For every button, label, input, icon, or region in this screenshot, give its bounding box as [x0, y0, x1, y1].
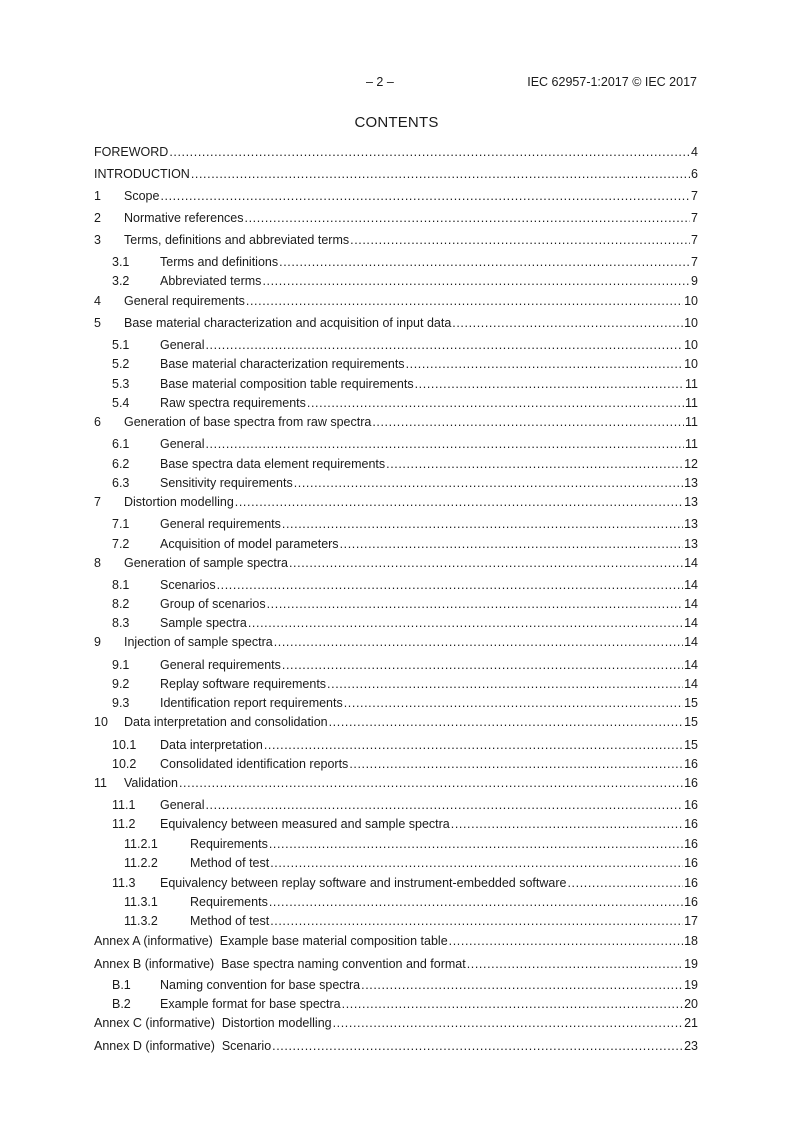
toc-entry[interactable] — [94, 874, 698, 892]
toc-entry-number: 8.3 — [112, 616, 130, 630]
toc-entry-title: Consolidated identification reports — [160, 757, 349, 771]
toc-entry-number: 6 — [94, 415, 101, 429]
toc-entry-title: Equivalency between measured and sample spectra — [160, 817, 450, 831]
toc-entry-page: 7 — [691, 189, 698, 203]
toc-entry-page: 7 — [691, 255, 698, 269]
toc-entry-title: Group of scenarios — [160, 597, 266, 611]
toc-entry[interactable] — [94, 815, 698, 833]
dot-leader — [340, 535, 684, 553]
page-number: – 2 – — [366, 75, 394, 89]
toc-entry-number: 10.2 — [112, 757, 137, 771]
toc-entry-number: 6.2 — [112, 457, 130, 471]
toc-entry-number: 11.3 — [112, 876, 136, 890]
toc-entry-title: General — [160, 338, 205, 352]
page-header — [0, 75, 793, 93]
toc-entry-page: 13 — [684, 517, 698, 531]
toc-entry-page: 16 — [684, 876, 698, 890]
toc-entry-number: B.2 — [112, 997, 131, 1011]
toc-entry-page: 12 — [684, 457, 698, 471]
toc-entry-number: 9.2 — [112, 677, 130, 691]
toc-entry[interactable] — [94, 375, 698, 393]
toc-entry-page: 14 — [684, 658, 698, 672]
toc-entry[interactable] — [94, 336, 698, 354]
toc-entry[interactable] — [94, 515, 698, 533]
dot-leader — [262, 272, 690, 290]
toc-entry-page: 16 — [684, 856, 698, 870]
toc-entry-number: 3.1 — [112, 255, 130, 269]
dot-leader — [361, 976, 683, 994]
toc-entry-title: Generation of base spectra from raw spectra — [124, 415, 372, 429]
dot-leader — [279, 253, 690, 271]
toc-entry-number: 11 — [94, 776, 107, 790]
toc-entry[interactable] — [94, 535, 698, 553]
toc-entry-number: 1 — [94, 189, 101, 203]
toc-entry-number: 11.1 — [112, 798, 136, 812]
toc-entry[interactable] — [94, 694, 698, 712]
toc-entry-page: 10 — [684, 338, 698, 352]
toc-entry-title: Base spectra data element requirements — [160, 457, 386, 471]
toc-entry[interactable] — [94, 835, 698, 853]
dot-leader — [327, 675, 683, 693]
toc-entry-page: 15 — [684, 715, 698, 729]
toc-entry[interactable] — [94, 413, 698, 431]
toc-entry-page: 21 — [684, 1016, 698, 1030]
toc-entry-title: Sensitivity requirements — [160, 476, 293, 490]
toc-entry-title: Base material characterization and acquisition of input data — [124, 316, 452, 330]
dot-leader — [282, 515, 683, 533]
toc-entry-number: 4 — [94, 294, 101, 308]
toc-entry-number: 3.2 — [112, 274, 130, 288]
toc-entry-number: 5.4 — [112, 396, 130, 410]
toc-entry[interactable] — [94, 314, 698, 332]
toc-entry-page: 20 — [684, 997, 698, 1011]
toc-entry-number: 7 — [94, 495, 101, 509]
toc-entry-title: Sample spectra — [160, 616, 247, 630]
toc-entry-number: 5.2 — [112, 357, 130, 371]
toc-entry-title: Requirements — [190, 837, 268, 851]
toc-entry[interactable] — [94, 493, 698, 511]
toc-entry-number: 11.3.1 — [124, 895, 158, 909]
toc-entry-page: 15 — [684, 738, 698, 752]
dot-leader — [274, 633, 683, 651]
toc-entry-page: 14 — [684, 616, 698, 630]
toc-entry-page: 13 — [684, 495, 698, 509]
toc-entry-page: 16 — [684, 837, 698, 851]
toc-entry-title: FOREWORD — [94, 145, 169, 159]
dot-leader — [329, 713, 683, 731]
toc-entry-page: 19 — [684, 957, 698, 971]
toc-entry-number: 5.3 — [112, 377, 130, 391]
toc-entry-page: 23 — [684, 1039, 698, 1053]
toc-entry-title: Scenarios — [160, 578, 216, 592]
toc-entry[interactable] — [94, 1014, 698, 1032]
toc-entry-page: 13 — [684, 476, 698, 490]
toc-entry-page: 10 — [684, 294, 698, 308]
dot-leader — [289, 554, 683, 572]
dot-leader — [270, 854, 683, 872]
toc-entry-page: 17 — [684, 914, 698, 928]
toc-entry[interactable] — [94, 435, 698, 453]
toc-entry[interactable] — [94, 272, 698, 290]
toc-entry-number: 6.3 — [112, 476, 130, 490]
toc-entry-page: 14 — [684, 677, 698, 691]
toc-entry[interactable] — [94, 893, 698, 911]
dot-leader — [349, 755, 683, 773]
toc-entry-title: Requirements — [190, 895, 268, 909]
dot-leader — [270, 912, 683, 930]
toc-entry-page: 11 — [685, 437, 698, 451]
toc-entry[interactable] — [94, 912, 698, 930]
toc-entry-title: Base material characterization requirements — [160, 357, 405, 371]
toc-entry[interactable] — [94, 774, 698, 792]
dot-leader — [267, 595, 683, 613]
toc-entry-page: 7 — [691, 211, 698, 225]
toc-entry-page: 14 — [684, 578, 698, 592]
toc-entry-title: Raw spectra requirements — [160, 396, 306, 410]
toc-entry-title: General — [160, 437, 205, 451]
toc-entry-title: Data interpretation and consolidation — [124, 715, 328, 729]
toc-entry-title: Data interpretation — [160, 738, 263, 752]
toc-entry[interactable] — [94, 976, 698, 994]
toc-entry-page: 11 — [685, 377, 698, 391]
toc-entry-title: INTRODUCTION — [94, 167, 190, 181]
dot-leader — [160, 187, 690, 205]
dot-leader — [567, 874, 683, 892]
toc-entry[interactable] — [94, 995, 698, 1013]
toc-entry[interactable] — [94, 955, 698, 973]
toc-entry[interactable] — [94, 854, 698, 872]
toc-entry-page: 11 — [685, 396, 698, 410]
toc-entry-page: 10 — [684, 357, 698, 371]
dot-leader — [282, 656, 683, 674]
toc-entry[interactable] — [94, 576, 698, 594]
toc-entry-number: 7.1 — [112, 517, 130, 531]
toc-entry-number: 5.1 — [112, 338, 130, 352]
toc-entry-title: Scope — [124, 189, 160, 203]
toc-entry[interactable] — [94, 455, 698, 473]
toc-entry-page: 6 — [691, 167, 698, 181]
toc-entry[interactable] — [94, 292, 698, 310]
toc-entry-title: Replay software requirements — [160, 677, 327, 691]
toc-entry-number: 10.1 — [112, 738, 137, 752]
toc-entry-title: Example format for base spectra — [160, 997, 341, 1011]
toc-entry-title: General — [160, 798, 205, 812]
copyright-notice: IEC 62957-1:2017 © IEC 2017 — [527, 75, 697, 89]
toc-entry[interactable] — [94, 231, 698, 249]
toc-entry-title: Acquisition of model parameters — [160, 537, 339, 551]
toc-entry[interactable] — [94, 253, 698, 271]
dot-leader — [342, 995, 683, 1013]
dot-leader — [344, 694, 683, 712]
toc-entry-page: 14 — [684, 597, 698, 611]
toc-entry[interactable] — [94, 932, 698, 950]
dot-leader — [333, 1014, 684, 1032]
dot-leader — [406, 355, 684, 373]
toc-entry[interactable] — [94, 633, 698, 651]
dot-leader — [272, 1037, 683, 1055]
toc-entry-number: 2 — [94, 211, 101, 225]
dot-leader — [451, 815, 683, 833]
toc-entry-number: 9 — [94, 635, 101, 649]
toc-entry[interactable] — [94, 394, 698, 412]
toc-entry-page: 16 — [684, 798, 698, 812]
toc-entry[interactable] — [94, 1037, 698, 1055]
dot-leader — [415, 375, 684, 393]
toc-entry[interactable] — [94, 165, 698, 183]
toc-entry-title: Validation — [124, 776, 178, 790]
toc-entry-page: 10 — [684, 316, 698, 330]
dot-leader — [449, 932, 683, 950]
toc-entry[interactable] — [94, 713, 698, 731]
toc-entry-title: Terms, definitions and abbreviated terms — [124, 233, 350, 247]
dot-leader — [294, 474, 683, 492]
contents-title: CONTENTS — [354, 114, 439, 131]
dot-leader — [264, 736, 683, 754]
toc-entry-title: Distortion modelling — [124, 495, 234, 509]
dot-leader — [467, 955, 683, 973]
toc-entry[interactable] — [94, 796, 698, 814]
toc-entry-title: Annex B (informative) Base spectra naming convention and format — [94, 957, 466, 971]
dot-leader — [307, 394, 684, 412]
toc-entry-number: 8.2 — [112, 597, 130, 611]
toc-entry-page: 14 — [684, 556, 698, 570]
toc-entry-title: General requirements — [160, 658, 281, 672]
toc-entry-page: 4 — [691, 145, 698, 159]
toc-entry-page: 11 — [685, 415, 698, 429]
dot-leader — [386, 455, 683, 473]
toc-entry-title: Method of test — [190, 914, 270, 928]
toc-entry-title: Terms and definitions — [160, 255, 279, 269]
toc-entry-title: Annex C (informative) Distortion modelling — [94, 1016, 332, 1030]
toc-entry-title: Normative references — [124, 211, 244, 225]
toc-entry-title: General requirements — [124, 294, 245, 308]
toc-entry[interactable] — [94, 209, 698, 227]
toc-entry-number: 9.1 — [112, 658, 130, 672]
dot-leader — [372, 413, 684, 431]
toc-entry-number: 5 — [94, 316, 101, 330]
dot-leader — [205, 435, 684, 453]
toc-entry-title: Naming convention for base spectra — [160, 978, 361, 992]
toc-entry-page: 16 — [684, 757, 698, 771]
toc-entry[interactable] — [94, 143, 698, 161]
toc-entry[interactable] — [94, 656, 698, 674]
toc-entry-number: B.1 — [112, 978, 131, 992]
toc-entry[interactable] — [94, 474, 698, 492]
dot-leader — [191, 165, 690, 183]
toc-entry-number: 8.1 — [112, 578, 130, 592]
dot-leader — [217, 576, 684, 594]
toc-entry-title: Annex A (informative) Example base material composition table — [94, 934, 448, 948]
toc-entry-number: 10 — [94, 715, 108, 729]
toc-entry-number: 8 — [94, 556, 101, 570]
dot-leader — [179, 774, 683, 792]
toc-entry-page: 16 — [684, 817, 698, 831]
toc-entry-page: 18 — [684, 934, 698, 948]
toc-entry[interactable] — [94, 736, 698, 754]
dot-leader — [205, 336, 683, 354]
toc-entry-number: 11.3.2 — [124, 914, 158, 928]
toc-entry-title: Annex D (informative) Scenario — [94, 1039, 272, 1053]
dot-leader — [246, 292, 683, 310]
toc-entry-number: 7.2 — [112, 537, 130, 551]
toc-entry-title: Identification report requirements — [160, 696, 343, 710]
toc-entry-page: 13 — [684, 537, 698, 551]
dot-leader — [245, 209, 691, 227]
toc-entry-title: Base material composition table requirements — [160, 377, 414, 391]
dot-leader — [350, 231, 690, 249]
dot-leader — [235, 493, 683, 511]
toc-entry[interactable] — [94, 187, 698, 205]
toc-entry-page: 14 — [684, 635, 698, 649]
toc-entry-page: 15 — [684, 696, 698, 710]
toc-entry-page: 9 — [691, 274, 698, 288]
toc-entry-number: 6.1 — [112, 437, 130, 451]
toc-entry-number: 11.2.2 — [124, 856, 158, 870]
toc-entry-title: Generation of sample spectra — [124, 556, 288, 570]
toc-entry[interactable] — [94, 355, 698, 373]
toc-entry-number: 3 — [94, 233, 101, 247]
toc-entry-number: 11.2.1 — [124, 837, 158, 851]
toc-entry-page: 19 — [684, 978, 698, 992]
toc-entry-page: 7 — [691, 233, 698, 247]
toc-entry-title: General requirements — [160, 517, 281, 531]
toc-entry-title: Abbreviated terms — [160, 274, 262, 288]
toc-entry-title: Injection of sample spectra — [124, 635, 273, 649]
dot-leader — [169, 143, 690, 161]
toc-entry[interactable] — [94, 595, 698, 613]
toc-entry-number: 9.3 — [112, 696, 130, 710]
dot-leader — [452, 314, 683, 332]
dot-leader — [248, 614, 683, 632]
toc-entry-number: 11.2 — [112, 817, 136, 831]
toc-entry-title: Method of test — [190, 856, 270, 870]
toc-entry-page: 16 — [684, 776, 698, 790]
toc-entry[interactable] — [94, 614, 698, 632]
toc-entry[interactable] — [94, 675, 698, 693]
dot-leader — [269, 893, 683, 911]
toc-entry-title: Equivalency between replay software and instrument-embedded software — [160, 876, 567, 890]
toc-entry-page: 16 — [684, 895, 698, 909]
dot-leader — [205, 796, 683, 814]
dot-leader — [269, 835, 683, 853]
toc-entry[interactable] — [94, 554, 698, 572]
toc-entry[interactable] — [94, 755, 698, 773]
